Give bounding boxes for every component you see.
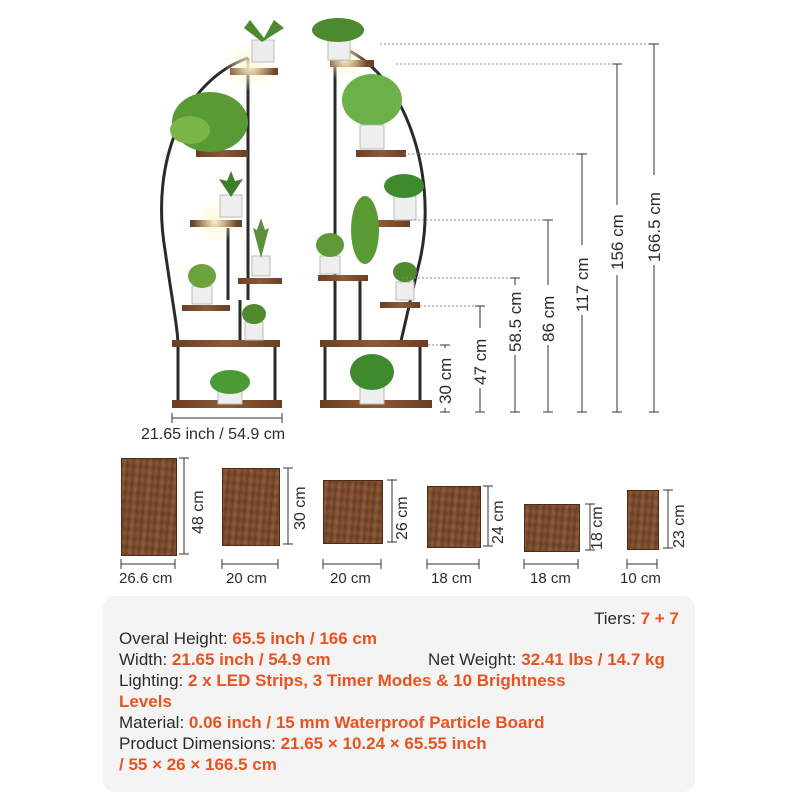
height-label-58-5: 58.5 cm: [506, 291, 525, 352]
spec-height-label: Overal Height:: [119, 629, 233, 648]
board-6-height: 23 cm: [671, 504, 688, 548]
board-4-width: 18 cm: [431, 570, 472, 587]
board-3-width: 20 cm: [330, 570, 371, 587]
board-2-rulers: [218, 466, 298, 574]
spec-lighting: [119, 671, 566, 691]
spec-lighting-value-1: 2 x LED Strips, 3 Timer Modes & 10 Brightness: [188, 671, 566, 690]
spec-width: [119, 650, 331, 670]
width-dimension-line: [172, 413, 282, 423]
spec-weight-value: 32.41 lbs / 14.7 kg: [521, 650, 665, 669]
spec-width-label: Width:: [119, 650, 172, 669]
spec-width-value: 21.65 inch / 54.9 cm: [171, 650, 331, 669]
spec-dimensions-value-2: / 55 × 26 × 166.5 cm: [119, 755, 277, 774]
spec-dimensions-cont: [119, 755, 277, 775]
board-1-rulers: [118, 456, 198, 584]
board-3-rulers: [320, 478, 400, 574]
height-label-47: 47 cm: [471, 338, 490, 385]
height-label-166-5: 166.5 cm: [645, 192, 664, 262]
spec-weight: [428, 650, 665, 670]
spec-dimensions-label: Product Dimensions:: [119, 734, 281, 753]
height-label-86: 86 cm: [539, 295, 558, 342]
spec-lighting-cont: [119, 692, 172, 712]
spec-tiers-value: 7 + 7: [640, 609, 679, 628]
board-3-height: 26 cm: [394, 496, 411, 540]
spec-material: [119, 713, 544, 733]
spec-weight-label: Net Weight:: [428, 650, 522, 669]
spec-dimensions-value-1: 21.65 × 10.24 × 65.55 inch: [280, 734, 487, 753]
board-2-height: 30 cm: [292, 486, 309, 530]
height-label-156: 156 cm: [608, 214, 627, 270]
board-1-width: 26.6 cm: [119, 570, 173, 587]
board-6-width: 10 cm: [620, 570, 661, 587]
spec-lighting-label: Lighting:: [119, 671, 188, 690]
spec-material-label: Material:: [119, 713, 189, 732]
board-2-width: 20 cm: [226, 570, 267, 587]
board-5-height: 18 cm: [589, 506, 606, 550]
spec-material-value: 0.06 inch / 15 mm Waterproof Particle Board: [188, 713, 545, 732]
spec-height: [119, 629, 377, 649]
board-4-height: 24 cm: [490, 500, 507, 544]
spec-tiers: [594, 609, 679, 629]
spec-tiers-label: Tiers:: [594, 609, 641, 628]
board-1-height: 48 cm: [190, 490, 207, 534]
board-5-width: 18 cm: [530, 570, 571, 587]
height-label-117: 117 cm: [573, 257, 592, 312]
spec-dimensions: [119, 734, 487, 754]
spec-height-value: 65.5 inch / 166 cm: [232, 629, 377, 648]
height-label-30: 30 cm: [436, 357, 455, 404]
width-label: 21.65 inch / 54.9 cm: [141, 426, 286, 443]
spec-lighting-value-2: Levels: [119, 692, 172, 711]
